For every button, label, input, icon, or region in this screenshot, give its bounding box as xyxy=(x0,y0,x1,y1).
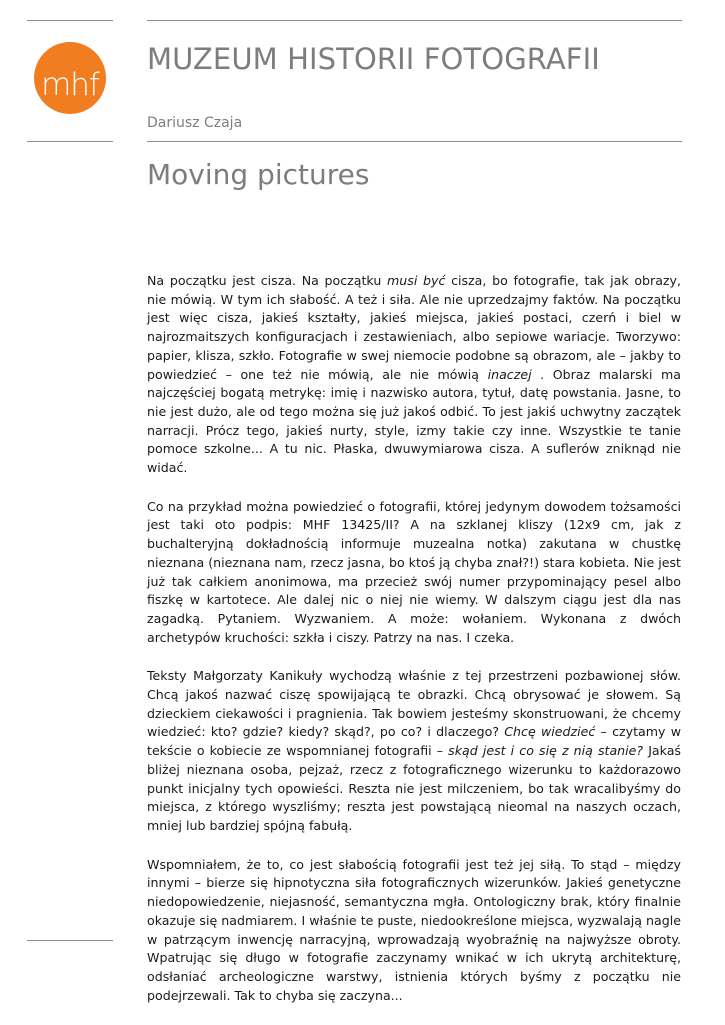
paragraph-text: Co na przykład można powiedzieć o fotografii, której jedynym dowodem tożsamości jest taki oto podpis: MHF 13425/II? A na szklanej kliszy (12x9 cm, jak z buchalteryjną dokładnością informuje muzealna notka) zakutana w chustkę nieznana (nieznana nam, rzecz jasna, bo ktoś ją chyba znał?!) stara kobieta. Nie jest już tak całkiem anonimowa, ma przecież swój numer przypominający pesel albo fiszkę w kartotece. Ale dalej nic o niej nie wiemy. W dalszym ciągu jest dla nas zagadką. Pytaniem. Wyzwaniem. A może: wołaniem. Wykonana z dwóch archetypów kruchości: szkła i ciszy. Patrzy na nas. I czeka. xyxy=(147,498,681,645)
article-paragraph xyxy=(147,856,681,1006)
emphasis-text: inaczej xyxy=(487,366,532,382)
footer-rule xyxy=(27,940,113,941)
paragraph-text: . Obraz malarski ma najczęściej bogatą metrykę: imię i nazwisko autora, tytuł, datę powstania. Jasne, to nie jest dużo, ale od tego można się już jakoś odbić. To jest jakiś uchwytny zaczątek narracji. Prócz tego, jakieś nurty, style, izmy takie czy inne. Wszystkie te tanie pomoce szkolne... A tu nic. Płaska, dwuwymiarowa cisza. A suflerów zniknąd nie widać. xyxy=(147,366,681,476)
top-rule xyxy=(147,20,682,21)
logo-rule-bottom xyxy=(27,141,113,142)
emphasis-text: skąd jest i co się z nią stanie? xyxy=(448,743,644,759)
paragraph-text: – czytamy w tekście o kobiecie ze wspomnianej fotografii – xyxy=(147,724,681,759)
emphasis-text: Chcę wiedzieć xyxy=(504,724,596,740)
paragraph-text: Na początku jest cisza. Na początku xyxy=(147,273,388,288)
article-title: Moving pictures xyxy=(147,158,370,191)
logo-text: mhf xyxy=(41,67,99,103)
paragraph-text: cisza, bo fotografie, tak jak obrazy, nie mówią. W tym ich słabość. A też i siła. Ale nie uprzedzajmy faktów. Na początku jest więc cisza, jakieś kształty, jakieś miejsca, jakieś postaci, czerń i biel w najrozmaitszych konfiguracjach i zestawieniach, albo sepiowe wariacje. Tworzywo: papier, klisza, szkło. Fotografie w swej niemocie podobne są obrazom, ale – jakby to powiedzieć – one też nie mówią, ale nie mówią xyxy=(147,273,681,382)
article-paragraph xyxy=(147,667,681,835)
paragraph-text: Teksty Małgorzaty Kanikuły wychodzą właśnie z tej przestrzeni pozbawionej słów. Chcą jakoś nazwać ciszę spowijającą te obrazki. Chcą obrysować je słowem. Są dzieckiem ciekawości i pragnienia. Tak bowiem jesteśmy skonstruowani, że chcemy wiedzieć: kto? gdzie? kiedy? skąd?, po co? i dlaczego? xyxy=(147,668,681,740)
article-paragraph xyxy=(147,272,681,478)
article-body xyxy=(147,272,681,1025)
logo-rule-top xyxy=(27,20,113,21)
paragraph-text: Jakaś bliżej nieznana osoba, pejzaż, rzecz z fotograficznego wizerunku to każdorazowo punkt inicjalny tych opowieści. Reszta nie jest milczeniem, bo tak wracalibyśmy do miejsca, z którego wyszliśmy; reszta jest powstającą nieomal na naszych oczach, mniej lub bardziej spójną fabułą. xyxy=(147,743,681,833)
paragraph-text: Wspomniałem, że to, co jest słabością fotografii jest też jej siłą. To stąd – między innymi – bierze się hipnotyczna siła fotograficznych wizerunków. Jakieś genetyczne niedopowiedzenie, niejasność, semantyczna mgła. Ontologiczny brak, który finalnie okazuje się nadmiarem. I właśnie te puste, niedookreślone miejsca, wyzwalają nagle w patrzącym inwencję narracyjną, wprowadzają wyobraźnię na najwyższe obroty. Wpatrując się długo w fotografie zaczynamy wnikać w ich ukrytą architekturę, odsłaniać archeologiczne warstwy, istnienia których byśmy z początku nie podejrzewali. Tak to chyba się zaczyna... xyxy=(147,856,681,1003)
article-paragraph xyxy=(147,498,681,648)
museum-logo xyxy=(34,42,106,114)
header-rule-bottom xyxy=(147,141,682,142)
author-name: Dariusz Czaja xyxy=(147,115,243,131)
emphasis-text: musi być xyxy=(387,273,446,288)
museum-title: MUZEUM HISTORII FOTOGRAFII xyxy=(147,42,600,76)
